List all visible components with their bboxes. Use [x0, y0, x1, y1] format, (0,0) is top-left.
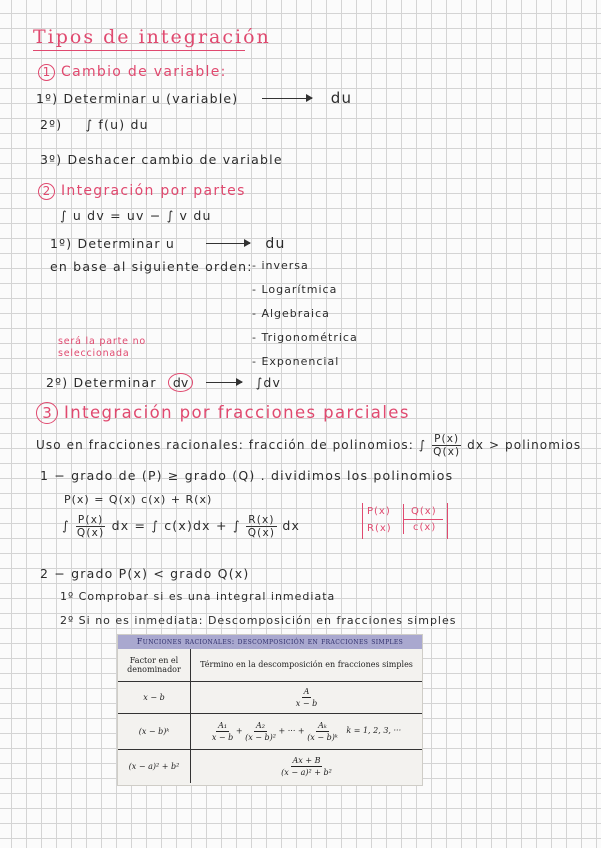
s1-step3: 3º) Deshacer cambio de variable — [40, 152, 283, 167]
section1-number: 1 — [38, 64, 55, 81]
s2-formula: ∫ u dv = uv − ∫ v du — [60, 208, 212, 223]
section3-number: 3 — [36, 402, 58, 424]
table-factor: (x − a)² + b² — [118, 749, 191, 783]
s3-case2-step1: 1º Comprobar si es una integral inmediata — [60, 590, 336, 603]
section2-number: 2 — [38, 183, 55, 200]
arrow-icon — [206, 382, 242, 383]
s3-int-mid: dx = ∫ c(x)dx + — [111, 518, 228, 533]
s2-step1 — [50, 236, 286, 252]
table-header-factor: Factor en el denominador — [118, 649, 191, 681]
section3-title: Integración por fracciones parciales — [64, 403, 410, 422]
s2-order-intro: en base al siguiente orden: — [50, 259, 253, 274]
s1-step2 — [40, 117, 149, 132]
title-underline — [33, 50, 245, 51]
s2-step2-text: 2º) Determinar — [46, 375, 157, 390]
table-row: (x − b)ᵏ $\frac{\text{A₁}}{x - b}$ + $\frac{\text{A₂}}{\text{(x − b)²}}$ + ··· + $\frac{\text{Aₖ}}{\text{(x − b)ᵏ}}$ k = 1, 2, 3, ··· — [118, 713, 422, 749]
table-factor: (x − b)ᵏ — [118, 713, 191, 749]
s2-order-item: - Exponencial — [252, 355, 340, 368]
s3-use-fraction: $\frac{P(x)}{Q(x)}$ — [433, 433, 461, 458]
s2-step1-text: 1º) Determinar u — [50, 236, 175, 251]
table-title: Funciones racionales: descomposición en fracciones simples — [118, 635, 422, 649]
section1-heading — [38, 64, 227, 81]
s3-case1-integral: ∫ $\frac{P(x)}{Q(x)}$ dx = ∫ c(x)dx + ∫ $\frac{R(x)}{Q(x)}$ dx — [62, 514, 301, 539]
s3-case1-eq: P(x) = Q(x) c(x) + R(x) — [64, 493, 213, 506]
s2-step2-result: ∫dv — [255, 375, 282, 390]
section2-title: Integración por partes — [61, 183, 246, 199]
s3-case2-title: 2 − grado P(x) < grado Q(x) — [40, 566, 250, 581]
arrow-icon — [262, 98, 312, 99]
s2-order-item: - inversa — [252, 259, 309, 272]
s2-order-item: - Logarítmica — [252, 283, 338, 296]
table-row: (x − a)² + b² $\frac{Ax + B}{\text{(x − a)² + b²}}$ — [118, 749, 422, 783]
s3-use-tail: dx > polinomios — [467, 438, 582, 452]
fractions-table — [117, 634, 423, 786]
s2-note: será la parte no seleccionada — [58, 336, 147, 359]
s3-int-end: dx — [282, 518, 301, 533]
table-factor: x − b — [118, 681, 191, 713]
section3-heading — [36, 402, 410, 424]
arrow-icon — [206, 243, 250, 244]
s2-step1-result: du — [265, 236, 286, 252]
section2-heading — [38, 183, 246, 200]
division-box: P(x) R(x) Q(x) c(x) — [362, 503, 448, 539]
s3-int-lhs: $\frac{P(x)}{Q(x)}$ — [76, 514, 105, 539]
s2-step2 — [46, 373, 281, 392]
s1-step2-expr: ∫ f(u) du — [85, 117, 149, 132]
page-title: Tipos de integración — [33, 26, 271, 48]
table-row: x − b $\frac{A}{x - b}$ — [118, 681, 422, 713]
s1-step1-text: 1º) Determinar u (variable) — [36, 91, 239, 106]
s1-step1-result: du — [330, 89, 353, 107]
s1-step2-label: 2º) — [40, 117, 63, 132]
s3-case1-title: 1 − grado de (P) ≥ grado (Q) . dividimos los polinomios — [40, 468, 454, 483]
s3-int-rhs: $\frac{R(x)}{Q(x)}$ — [247, 514, 276, 539]
s1-step1 — [36, 89, 352, 107]
section1-title: Cambio de variable: — [61, 64, 227, 80]
s2-order-item: - Trigonométrica — [252, 331, 358, 344]
s3-use-text: Uso en fracciones racionales: fracción de polinomios: — [36, 438, 414, 452]
table-header-term: Término en la descomposición en fracciones simples — [200, 660, 413, 670]
s2-order-item: - Algebraica — [252, 307, 330, 320]
s2-dv-circled: dv — [168, 373, 193, 392]
s3-use: Uso en fracciones racionales: fracción de polinomios: ∫ $\frac{P(x)}{Q(x)}$ dx > polinomios — [36, 433, 582, 458]
s3-case2-step2: 2º Si no es inmediata: Descomposición en fracciones simples — [60, 614, 457, 627]
